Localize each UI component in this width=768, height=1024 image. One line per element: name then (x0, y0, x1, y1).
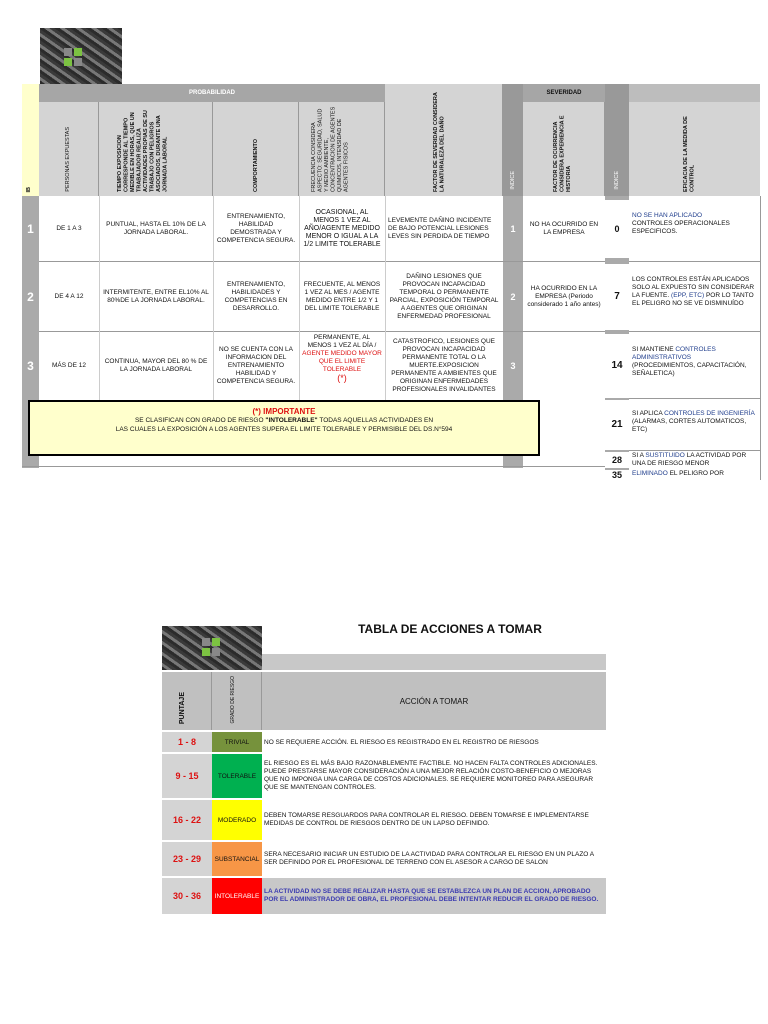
row-1-severidad: LEVEMENTE DAÑINO INCIDENTE DE BAJO POTENCIAL LESIONES LEVES SIN PERDIDA DE TIEMPO (388, 217, 492, 240)
row-3-eficacia: SI MANTIENE CONTROLES ADMINISTRATIVOS (PROCEDIMIENTOS, CAPACITACIÓN, SEÑALETICA) (632, 346, 747, 377)
grado-tolerable: TOLERABLE (212, 754, 262, 798)
divider (213, 196, 214, 400)
row-3-personas: MÁS DE 12 (52, 362, 86, 369)
grado-intolerable: INTOLERABLE (212, 878, 262, 914)
row-3-frecuencia: PERMANENTE, AL MENOS 1 VEZ AL DÍA / AGENTE MEDIDO MAYOR QUE EL LIMITE TOLERABLE (*) (302, 334, 382, 383)
accion-4: SERA NECESARIO INICIAR UN ESTUDIO DE LA ACTIVIDAD PARA CONTROLAR EL RIESGO EN UN PLAZO A SER DEFINIDO POR EL PROFESIONAL DE TERRENO CON EL ASESOR A CARGO DE SALON (264, 851, 594, 866)
company-logo (40, 28, 122, 84)
row-2-tiempo: INTERMITENTE, ENTRE EL10% AL 80%DE LA JORNADA LABORAL. (103, 289, 209, 304)
header-puntaje: PUNTAJE (162, 672, 212, 730)
row-2-ocurrencia: HA OCURRIDO EN LA EMPRESA (Periodo considerado 1 año antes) (527, 285, 601, 308)
row-3-severidad: CATASTROFICO, LESIONES QUE PROVOCAN INCAPACIDAD PERMANENTE TOTAL O LA MUERTE.EXPOSICION PERMANENTE A AMBIENTES QUE ORIGINAN ENFERMEDADES PROFESIONALES INVALIDANTES (391, 338, 497, 393)
row-3-number: 3 (22, 334, 39, 398)
divider (299, 196, 300, 400)
table-title: TABLA DE ACCIONES A TOMAR (358, 622, 542, 636)
row-1-personas: DE 1 A 3 (56, 225, 82, 232)
header-accion: ACCIÓN A TOMAR (262, 672, 606, 730)
important-title: (*) IMPORTANTE (252, 407, 316, 416)
row-2-personas: DE 4 A 12 (54, 293, 84, 300)
row-2-frecuencia: FRECUENTE, AL MENOS 1 VEZ AL MES / AGENTE MEDIDO ENTRE 1/2 Y 1 DEL LIMITE TOLERABLE (303, 281, 381, 312)
divider (39, 261, 605, 262)
important-line-1: SE CLASIFICAN CON GRADO DE RIESGO "INTOLERABLE" TODAS AQUELLAS ACTIVIDADES EN (134, 417, 434, 424)
row-2-severidad: DAÑINO LESIONES QUE PROVOCAN INCAPACIDAD TEMPORAL O PERMANENTE PARCIAL, EXPOSICIÓN TEMPORAL A AGENTES QUE ORIGINAN ENFERMEDAD PROFESIONAL (389, 273, 499, 320)
title-bar (262, 654, 606, 670)
row-1-comportamiento: ENTRENAMIENTO, HABILIDAD DEMOSTRADA Y COMPETENCIA SEGURA. (216, 213, 296, 244)
row-3-tiempo: CONTINUA, MAYOR DEL 80 % DE LA JORNADA LABORAL (104, 358, 208, 373)
row-2-indice2: 7 (605, 264, 629, 330)
divider (760, 196, 761, 480)
header-indice-1: INDICE (503, 84, 523, 196)
row-1-indice: 1 (510, 224, 516, 234)
grado-substancial: SUBSTANCIAL (212, 842, 262, 876)
row-3-indice2: 14 (605, 334, 629, 398)
puntaje-2: 9 - 15 (162, 754, 212, 798)
accion-3: DEBEN TOMARSE RESGUARDOS PARA CONTROLAR EL RIESGO. DEBEN TOMARSE E IMPLEMENTARSE MEDIDAS DE CONTROL DE RIESGOS DENTRO DE UN LAPSO DEFINIDO. (264, 812, 589, 827)
row-1-eficacia: NO SE HAN APLICADO CONTROLES OPERACIONALES ESPECIFICOS. (632, 212, 730, 235)
divider (385, 196, 386, 400)
grado-trivial: TRIVIAL (212, 732, 262, 752)
header-tiempo: TIEMPO EXPOSICION CORRESPONDE AL TIEMPO MEDIBLE EN HORAS, QUE UN TRABAJADOR REALIZA ACTIVIDADES PROPIAS DE SU TRABAJO CON PELIGROS ASOCIADOS, DURANTE UNA JORNADA LABORAL (99, 102, 213, 196)
company-logo-2 (162, 626, 262, 670)
puntaje-1: 1 - 8 (162, 732, 212, 752)
severidad-header: SEVERIDAD (523, 84, 605, 102)
accion-2: EL RIESGO ES EL MÁS BAJO RAZONABLEMENTE FACTIBLE. NO HACEN FALTA CONTROLES ADICIONALES. PUEDE PRESTARSE MAYOR CONSIDERACIÓN A UNA MEJOR RELACIÓN COSTO-BENEFICIO O MEJORAS QUE NO IMPONGA UNA CARGA DE COSTOS ADICIONALES. SE REQUIERE MONITOREO PARA ASEGURAR QUE SE MANTENGAN CONTROLES. (264, 760, 598, 791)
important-line-2: LAS CUALES LA EXPOSICIÓN A LOS AGENTES SUPERA EL LIMITE TOLERABLE Y PERMISIBLE DEL DS.N°594 (115, 426, 453, 433)
header-eficacia: EFICACIA DE LA MEDIDA DE CONTROL (629, 102, 760, 196)
divider (629, 398, 760, 399)
header-personas: PERSONAS EXPUESTAS (39, 102, 99, 196)
row-2-comportamiento: ENTRENAMIENTO, HABILIDADES Y COMPETENCIAS EN DESARROLLO. (224, 281, 288, 312)
extra-row-3-eficacia: ELIMINADO EL PELIGRO POR (632, 470, 724, 477)
extra-row-2-eficacia: SI A SUSTITUIDO LA ACTIVIDAD POR UNA DE RIESGO MENOR (632, 452, 747, 467)
header-frecuencia: FRECUENCIA CONSIDERA ASPECTO: SEGURIDAD, SALUD Y MEDIO AMBIENTE, CONCENTRACION DE AGENTES QUIMICOS, INTENSIDAD DE AGENTES FISICOS (299, 102, 385, 196)
row-2-number: 2 (22, 264, 39, 330)
row-2-indice: 2 (510, 292, 516, 302)
extra-row-2-indice2: 28 (605, 452, 629, 468)
puntaje-5: 30 - 36 (162, 878, 212, 914)
header-factor-severidad: FACTOR DE SEVERIDAD CONSIDERA LA NATURALEZA DEL DAÑO (385, 84, 503, 196)
header-indice-2: INDICE (605, 84, 629, 196)
accion-5: LA ACTIVIDAD NO SE DEBE REALIZAR HASTA QUE SE ESTABLEZCA UN PLAN DE ACCION, APROBADO POR EL ADMINISTRADOR DE OBRA, EL PROFESIONAL DEBE INTENTAR REDUCIR EL GRADO DE RIESGO. (262, 878, 606, 914)
row-1-tiempo: PUNTUAL, HASTA EL 10% DE LA JORNADA LABORAL. (106, 221, 206, 236)
puntaje-4: 23 - 29 (162, 842, 212, 876)
divider (22, 466, 605, 467)
header-comportamiento: COMPORTAMIENTO (213, 102, 299, 196)
row-1-indice2: 0 (605, 200, 629, 258)
row-2-eficacia: LOS CONTROLES ESTÁN APLICADOS SOLO AL EXPUESTO SIN CONSIDERAR LA FUENTE. (EPP, ETC) POR LO TANTO EL PELIGRO NO SE VE DISMINUÍDO (632, 276, 755, 307)
row-1-number: 1 (22, 200, 39, 258)
divider (629, 450, 760, 451)
puntaje-3: 16 - 22 (162, 800, 212, 840)
extra-row-1-indice2: 21 (605, 400, 629, 450)
row-1-frecuencia: OCASIONAL, AL MENOS 1 VEZ AL AÑO/AGENTE MEDIDO MENOR O IGUAL A LA 1/2 LIMITE TOLERABLE (303, 209, 381, 248)
divider (629, 331, 760, 332)
first-col-header: IB (22, 84, 39, 196)
header-grado: GRADO DE RIESGO (212, 672, 262, 730)
accion-1: NO SE REQUIERE ACCIÓN. EL RIESGO ES REGISTRADO EN EL REGISTRO DE RIESGOS (264, 738, 539, 746)
divider (39, 331, 605, 332)
extra-row-1-eficacia: SI APLICA CONTROLES DE INGENIERÍA (ALARMAS, CORTES AUTOMATICOS, ETC) (632, 410, 755, 433)
divider (629, 261, 760, 262)
divider (99, 196, 100, 400)
important-notice (28, 400, 540, 456)
row-1-ocurrencia: NO HA OCURRIDO EN LA EMPRESA (529, 221, 599, 236)
probabilidad-header: PROBABILIDAD (39, 84, 385, 102)
extra-row-3-indice2: 35 (605, 470, 629, 480)
grado-moderado: MODERADO (212, 800, 262, 840)
header-factor-ocurrencia: FACTOR DE OCURRENCIA CONSIDERA EXPERIENCIA E HISTORIA (523, 102, 605, 196)
row-3-indice: 3 (510, 361, 516, 371)
row-3-comportamiento: NO SE CUENTA CON LA INFORMACION DEL ENTRENAMIENTO HABILIDAD Y COMPETENCIA SEGURA. (216, 346, 296, 385)
